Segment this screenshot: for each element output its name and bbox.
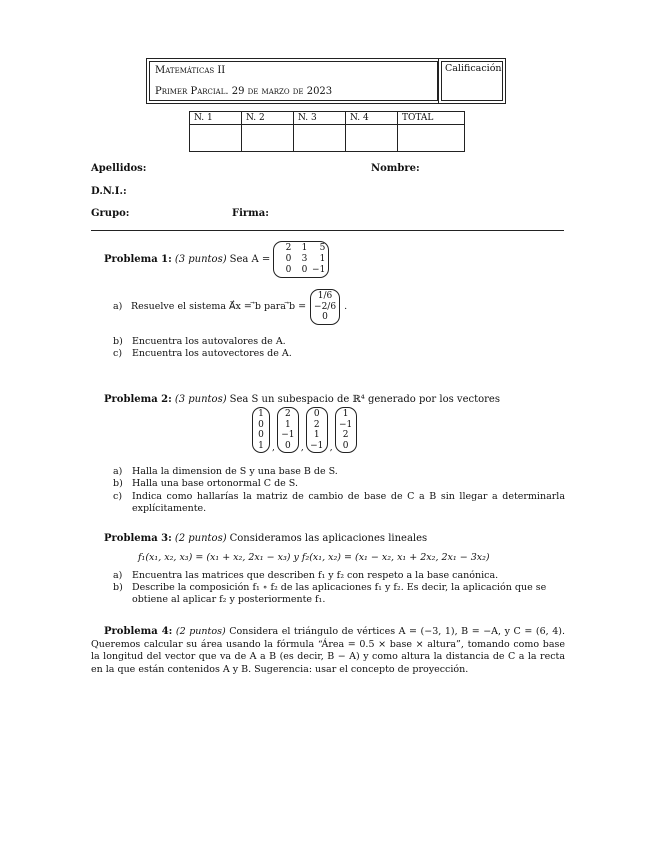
grade-label: Calificación <box>445 63 502 74</box>
problem-3-title: Problema 3: <box>104 533 172 544</box>
problem-4-points: (2 puntos) <box>175 626 226 637</box>
surname-label: Apellidos: <box>91 163 147 174</box>
problem-3-points: (2 puntos) <box>174 533 227 544</box>
grade-cell-total <box>398 125 465 152</box>
matrix-cell: 5 <box>319 243 326 253</box>
signature-label: Firma: <box>232 208 269 219</box>
generator-vector-2: 2 1 −1 0 <box>277 407 299 453</box>
vector-entry: 1/6 <box>317 291 333 301</box>
problem-2-intro: Sea S un subespacio de ℝ⁴ generado por los vectores <box>229 394 500 405</box>
grades-col-n1: N. 1 <box>190 112 242 125</box>
matrix-cell: 1 <box>319 254 326 264</box>
matrix-cell: 0 <box>301 265 308 275</box>
matrix-a <box>273 241 329 278</box>
problem-2-title: Problema 2: <box>104 394 172 405</box>
problem-1-item-b: b) Encuentra los autovalores de A. <box>113 336 286 347</box>
grade-cell-n1 <box>190 125 242 152</box>
exam-header-box <box>149 61 438 101</box>
course-title: Matemáticas II <box>155 65 226 76</box>
exam-title: Primer Parcial. 29 de marzo de 2023 <box>155 86 333 97</box>
problem-3 <box>104 532 564 545</box>
group-label: Grupo: <box>91 208 130 219</box>
problem-2 <box>104 393 564 406</box>
problem-1 <box>104 241 564 278</box>
matrix-cell: 0 <box>285 254 292 264</box>
grades-table <box>189 111 465 152</box>
grades-col-n4: N. 4 <box>346 112 398 125</box>
problem-4-title: Problema 4: <box>104 626 173 637</box>
generator-vectors: 1 0 0 1 , 2 1 −1 0 , 0 2 1 −1 , 1 −1 2 0 <box>252 407 357 453</box>
matrix-cell: 3 <box>301 254 308 264</box>
matrix-cell: 2 <box>285 243 292 253</box>
problem-1-item-a: a) Resuelve el sistema A⃗x = ⃗b para ⃗b = 1/6 −2/6 0 . <box>113 289 347 325</box>
problem-4-text: Considera el triángulo de vértices A = (−3, 1), B = −A, y C = (6, 4). Queremos calcular su área usando la fórmula “Área = 0.5 × base × altura”, tomando como base la longitud del vector que va de A a B (es decir, B − A) y como altura la distancia de C a la recta en la que están contenidos A y B. Sugerencia: usar el concepto de proyección. <box>91 626 565 676</box>
grades-col-n3: N. 3 <box>294 112 346 125</box>
problem-2-item-b: b) Halla una base ortonormal C de S. <box>113 478 298 489</box>
problem-1-intro: Sea A = <box>229 254 271 265</box>
grades-col-n2: N. 2 <box>242 112 294 125</box>
problem-3-item-a: a) Encuentra las matrices que describen f₁ y f₂ con respeto a la base canónica. <box>113 570 499 581</box>
matrix-cell: 1 <box>301 243 308 253</box>
vector-entry: 0 <box>322 312 328 322</box>
grade-box <box>441 61 503 101</box>
grade-cell-n3 <box>294 125 346 152</box>
vector-entry: −2/6 <box>314 301 337 312</box>
problem-3-item-b: b) Describe la composición f₁ ∘ f₂ de las aplicaciones f₁ y f₂. Es decir, la aplicación que se obtiene al aplicar f₂ y posteriormente f₁. <box>113 582 547 605</box>
header-divider <box>91 230 564 231</box>
matrix-cell: 0 <box>285 265 292 275</box>
generator-vector-3: 0 2 1 −1 <box>306 407 328 453</box>
name-label: Nombre: <box>371 163 420 174</box>
problem-1-item-c: c) Encuentra los autovectores de A. <box>113 348 292 359</box>
problem-2-points: (3 puntos) <box>174 394 227 405</box>
problem-2-item-a: a) Halla la dimension de S y una base B de S. <box>113 466 338 477</box>
problem-2-item-c: c) Indica como hallarías la matriz de cambio de base de C a B sin llegar a determinarla explícitamente. <box>113 491 565 514</box>
grades-col-total: TOTAL <box>398 112 465 125</box>
problem-1-points: (3 puntos) <box>174 254 227 265</box>
problem-1-item-a-text: Resuelve el sistema A⃗x = ⃗b para ⃗b = <box>131 300 307 312</box>
vector-b <box>310 289 340 325</box>
problem-3-intro: Consideramos las aplicaciones lineales <box>229 533 428 544</box>
problem-1-title: Problema 1: <box>104 254 172 265</box>
grade-cell-n4 <box>346 125 398 152</box>
problem-3-formula: f₁(x₁, x₂, x₃) = (x₁ + x₂, 2x₁ − x₃) y f₂(x₁, x₂) = (x₁ − x₂, x₁ + 2x₂, 2x₁ − 3x₂) <box>138 552 490 563</box>
matrix-cell: −1 <box>312 265 326 275</box>
generator-vector-1: 1 0 0 1 <box>252 407 270 453</box>
problem-4 <box>91 626 565 677</box>
dni-label: D.N.I.: <box>91 186 127 197</box>
grade-cell-n2 <box>242 125 294 152</box>
generator-vector-4: 1 −1 2 0 <box>335 407 357 453</box>
